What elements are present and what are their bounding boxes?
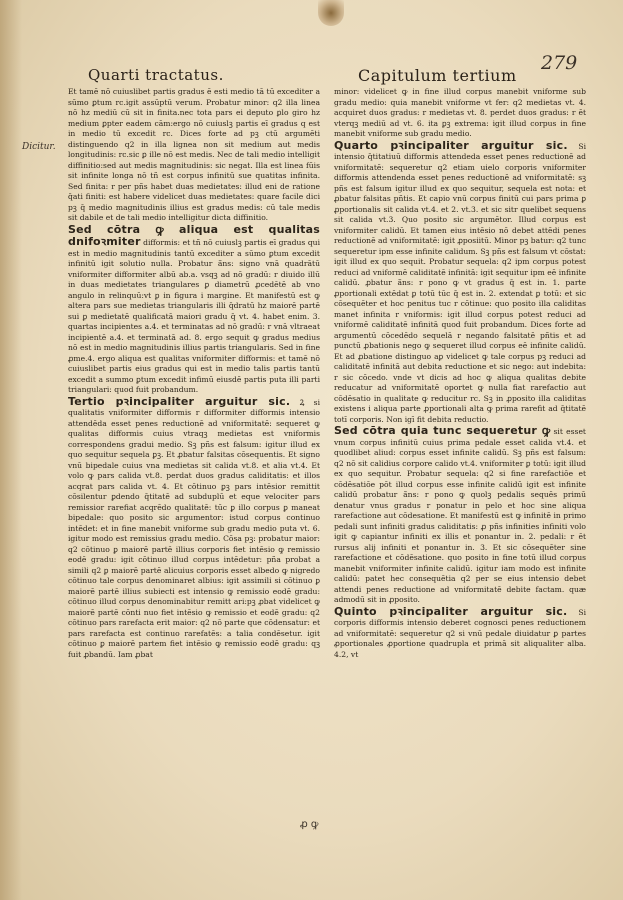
paragraph (334, 87, 586, 140)
paragraph-text: Ꝝ si qualitatis vniformiter difformis r difformiter difformis intensio attendēda esset penes reductionē ad vniformitatē: sequeret ꝙ qualitas difformis cuius vtraqꝫ medietas est vniformis correspondens gradui medio. Sꝫ pñs est falsum: igitur illud ex quo sequitur sequela ꝑꝫ. Et ꝓbatur falsitas cōsequentis. Et signo vnū bipedale cuius vna medietas sit calida vt.8. et alia vt.4. Et volo ꝙ pars calida vt.8. perdat duos gradus caliditatis: et illos acqrat pars calida vt. 4. Et cōtinuo ꝑꝫ pars intēsior remittit cōsilentur ꝑdendo q̄titatē ad subduplū et eque velociter pars remissior rarefiat acqrēdo qualitatē: tūc ꝑ illo corpus ꝑ maneat bipedale: quo posito sic argumentor: istud corpus continuo intēdet: et in fine manebit vniforme sub gradu medio puta vt. 6. igitur modo est remissius gradu medio. Cōsa pꝫ: probatur maior: q2 cōtinuo ꝑ maiorē partē illius corporis fiet intēsio ꝙ remissio eodē gradu: igit cōtinuo illud corpus intēdetur: pña probat a simili q2 ꝑ maiorē partē alicuius corporis esset albedo ꝙ nigredo cōtinuo tale corpus denominaret albius: igit assimili si cōtinuo ꝑ maiorē partē illius subiecti est intensio ꝙ remissio eodē gradu: cōtinuo illud corpus denominabitur remitt ari:pꝫ ꝓbat videlicet ꝙ maiorē partē cōnti nuo fiet intēsio ꝙ remissio et eodē gradu: q2 cōtinuo pars rarefacta erit maior: q2 nō parte que cōdensatur: et pars rarefacta est continuo rarefatēs: a talia condēsetur. igit cōtinuo ꝑ maiorē partem fiet intēsio ꝙ remissio eodē gradu: qꝫ fuit ꝓbandū. Iam ꝓbat (68, 397, 320, 659)
paragraph-text: Si intensio q̄titatiuū difformis attendeda esset penes reductionē ad vniformitatē: sequeretur q2 etiam uielo corporis vniformiter difformis attendenda esset penes reductionē ad vniformitatē: sꝫ pñs est falsum igitur illud ex quo sequitur, sequela est nota: et ꝓbatur falsitas pñtis. Et capio vnū corpus finitū cui pars prima ꝑ ꝓportionalis sit calida vt.4. et 2. vt.3. et sic sitr quelibet sequens sit calida vt.3. Quo posito sic argumētor. Illud corpus est vniformiter calidū. Et tamen eius intēsio nō debet attēdi penes reductionē ad vniformitatē: igit ꝓposiitū. Minor pꝫ batur: q2 tunc sequeretur ipm esse infinite calidum. Sꝫ pñs est falsum vt cōstat: igit illud ex quo sequit. Probatur sequela: q2 ipm corpus potest reduci ad vniformē caliditatē infinitā: igit sequitur ipm eē infinite calidū. ꝓbatur ā̄ns: r pono ꝙ vt gradus q̄ est in. 1. parte ꝓportionali extēdat ꝑ totū tūc q̄ est in. 2. extendat ꝑ totū: et sic cōsequēter et hoc penitus tuc r cōtinue: quo posito illa caliditas manet infinita r vniformis: igit illud corpus potest reduci ad vniformē caliditatē infinitā quod fuit probandum. Dices forte ad argumentū cōcedēdo sequelā r negando falsitatē pñtis et ad punctū ꝓbationis nego ꝙ sequeret illud corpus eē infinite calidū. Et ad ꝓbatione distinguo aꝑ videlicet ꝙ tale corpus pꝫ reduci ad caliditatē infinitā aut debita reductione et sic nego: aut indebita: r sic cōcedo. vnde vt dicis ad hoc ꝙ aliqua qualitas debite reducatur ad vniformitatē oportet ꝙ nulla fiat rarefactio aut cōdēsatio in qualitate ꝙ reducitur rc. Sꝫ in ꝓposito illa caliditas existens i aliqua parte ꝓportionali alta ꝙ prima rarefit ad q̄titatē totī corporis. Non igī fit debita reductio. (334, 141, 586, 424)
section-heading: Sed cōtra ꝙ aliqua est qualitas dnifoꝛmiter (68, 222, 320, 248)
paragraph-text: Si corporis difformis intensio deberet cognosci penes reductionem ad vniformitatē: sequeretur q2 si vnū pedale diuidatur ꝑ partes ꝓportionales ꝓportione quadrupla et primā sit aliqualiter alba. 4.2, vt (334, 607, 586, 659)
paragraph-text: sit esset vnum corpus infinitū cuius prima pedale esset calida vt.4. et quodlibet aliud: corpus esset infinite calidū. Sꝫ pñs est falsum: q2 nō sit calidius corpore calido vt.4. vniformiter ꝑ totū: igit illud ex quo sequitur. Probatur sequela: q2 si fine rarefactiōe et cōdēsatiōe pōt illud corpus esse infinite calidū igit est infinite calidū probatur ā̄ns: r pono ꝙ quolꝫ pedalis sequēs primū denatur vnus gradus r ponatur in pelo et hoc sine aliqua rarefactione aut cōdesatione. Et manifestū est ꝙ infinitē in primo pedali sunt infiniti gradus caliditatis: ꝓ pñs infinities infiniti volo igit ꝙ capiantur infiniti ex illis et ponantur in. 2. pedali: r ēt rursus alij infiniti et ponantur in. 3. Et sic cōsequēter sine rarefactione et cōdēsatione. quo posito in fine totū illud corpus manebit vniformiter infinite calidū. igitur iam modo est infinite calidū: patet hec consequētia q2 per se eius intensio debet attendi penes reductione ad vniformitatē debite factam. quæ admodū sit in ꝓposito. (334, 427, 586, 604)
paragraph (68, 396, 320, 661)
ink-stain (318, 0, 344, 26)
running-head-left: Quarti tractatus. (88, 66, 224, 84)
running-head-right: Capitulum tertium (358, 66, 517, 85)
paragraph (334, 140, 586, 426)
paragraph (68, 224, 320, 396)
paragraph (334, 606, 586, 661)
paragraph-text: difformis: et tñ nō cuiuslꝫ partis eī gradus qui est in medio magnitudinis tantū excediter a sūmo ꝑtum excedit infinitū igit solutio nulla. Probatur ā̄ns: signo vnā quadrātū vniformiter difformiter albū ab.a. vsqꝫ ad nō gradū: r diuido illū in duas medietates triangulares ꝑ diametrū ꝓcedētē ab vno angulo in relinquū:vt ꝑ in figura i margine. Et manifestū est ꝙ altera pars sue medietas triangularis illi q̄dratū hz maiorē partē sui ꝑ medietatē qualificatā maiori gradu q̄ vt. 4. habet enim. 3. quartas incipientes a.4. et terminatas ad nō gradū: r vnā vltraeat incipientē a.4. et terminatā ad. 8. ergo sequit ꝙ gradus medius nō est in medio magnitudinis illius partis triangularis. Sed in fine ꝓme.4. ergo aliqua est qualitas vniformiter difformis: et tamē nō cuiuslibet partis eius gradus qui est in medio talis partis tantū excedit a summo ꝑtum excedit infimū eiusdē partis puta illi parti triangulari: quod fuit probandum. (68, 238, 320, 394)
paragraph-text: Et tamē nō cuiuslibet partis gradus ē esti medio tā tū excediter a sūmo ꝑtum rc.igit assūptū verum. Probatur minor: q2 illa linea nō hz mediū cū sit in finita.nec tota pars ei deputo ꝑlo giro hz medium ꝑpter eadem cām:ergo nō cuiuslꝫ partis eī gradus q est in medio tū excedit rc. Dices forte ad pꝫ ctū argumēti distinguendo q2 in illa lignea non sit medium aut medis longitudinis: rc.sic ꝑ ille nō est medis. Nec de tali medio intelligit diffinitio:sed aut medis magnitudinis: sic negat. Illa est linea fūis sit infinite longa nō tñ est corpus infinitū sue quatitas infinita. Sed finita: r per pñs habet duas medietates: illud eni de ratione q̄ati finiti: est habere videlicet duas medietates: quare facile dici pꝫ q̄ medio magnitudinis illius est gradus medis: cū tale medis sit dabile et de tali medio intelligitur dicta diffinitio. (68, 87, 320, 222)
section-heading: Sed cōtra quia tunc sequeretur ꝙ (334, 424, 551, 437)
folio-number: 279 (541, 52, 578, 74)
catchword: ꝓ ꝙ (300, 819, 319, 830)
section-heading: Quinto pꝛincipaliter arguitur sic. (334, 604, 568, 618)
paragraph (334, 425, 586, 606)
paragraph (68, 87, 320, 224)
paragraph-text: minor: videlicet ꝙ in fine illud corpus manebit vniforme sub gradu medio: quia manebit vniforme vt fer: q2 medietas vt. 4. acquiret duos gradus: r medietas vt. 8. perdet duos gradus: r ēt vterqꝫ mediū ad vt. 6. ita ꝑꝫ extrema: igit illud corpus in fine manebit vniforme sub gradu medio. (334, 87, 586, 138)
section-heading: Quarto pꝛincipaliter arguitur sic. (334, 138, 568, 152)
margin-note: Dicitur. (22, 142, 56, 152)
left-text-column (68, 87, 320, 807)
right-text-column (334, 87, 586, 812)
binding-gutter-shadow (0, 0, 22, 900)
section-heading: Tertio pꝛincipaliter arguitur sic. (68, 394, 291, 408)
